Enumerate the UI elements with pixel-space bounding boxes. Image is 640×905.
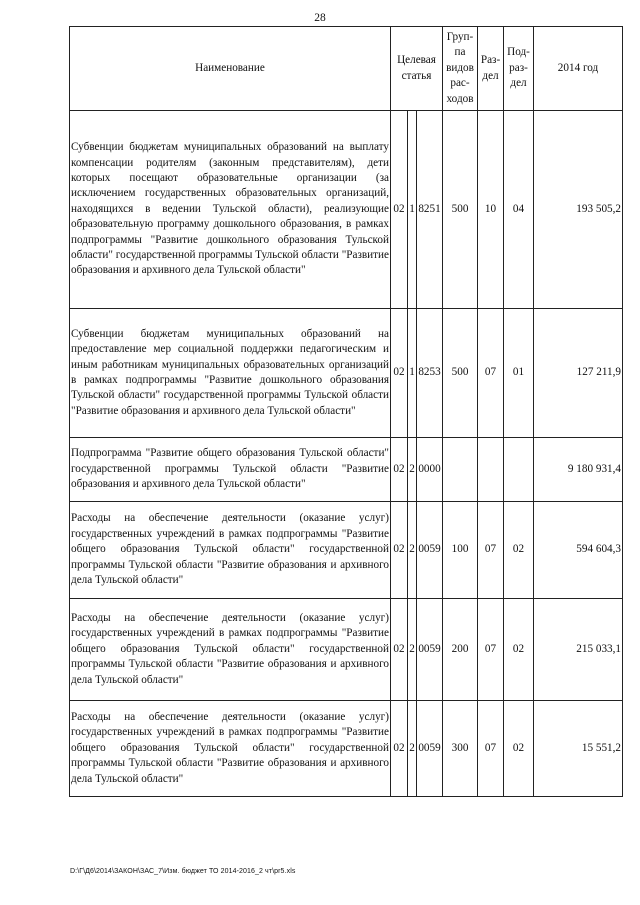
target-code-part1: 02 xyxy=(391,111,408,309)
target-code-part2: 2 xyxy=(408,502,417,599)
row-name: Субвенции бюджетам муниципальных образований на предоставление мер социальной поддержки педагогическим и иным работникам муниципальных образовательных организаций в рамках подпрограммы "Развитие дошкольного образования Тульской области" государственной программы Тульской области "Развитие образования и архивного дела Тульской области" xyxy=(70,309,391,438)
row-name: Расходы на обеспечение деятельности (оказание услуг) государственных учреждений в рамках подпрограммы "Развитие общего образования Тульской области" государственной программы Тульской области "Развитие образования и архивного дела Тульской области" xyxy=(70,599,391,701)
target-code-part2: 1 xyxy=(408,111,417,309)
row-name: Расходы на обеспечение деятельности (оказание услуг) государственных учреждений в рамках подпрограммы "Развитие общего образования Тульской области" государственной программы Тульской области "Развитие образования и архивного дела Тульской области" xyxy=(70,502,391,599)
expense-group: 100 xyxy=(443,502,478,599)
section-code: 07 xyxy=(478,701,504,797)
expense-group: 200 xyxy=(443,599,478,701)
target-code-part2: 2 xyxy=(408,438,417,502)
target-code-part1: 02 xyxy=(391,309,408,438)
subsection-code: 02 xyxy=(504,701,534,797)
target-code-part3: 0000 xyxy=(417,438,443,502)
section-code xyxy=(478,438,504,502)
target-code-part3: 8253 xyxy=(417,309,443,438)
target-code-part2: 2 xyxy=(408,599,417,701)
header-expense-group: Груп-па видов рас-ходов xyxy=(443,27,478,111)
table-row xyxy=(70,309,623,438)
amount-2014: 15 551,2 xyxy=(534,701,623,797)
target-code-part1: 02 xyxy=(391,438,408,502)
row-name: Субвенции бюджетам муниципальных образований на выплату компенсации родителям (законным представителям), дети которых посещают образовательные организации (за исключением государственных образовательных организаций, находящихся в ведении Тульской области), реализующие образовательную программу дошкольного образования, в рамках подпрограммы "Развитие дошкольного образования Тульской области" государственной программы Тульской области "Развитие образования и архивного дела Тульской области" xyxy=(70,111,391,309)
target-code-part1: 02 xyxy=(391,502,408,599)
target-code-part1: 02 xyxy=(391,599,408,701)
table-header-row xyxy=(70,27,623,111)
amount-2014: 215 033,1 xyxy=(534,599,623,701)
row-name: Подпрограмма "Развитие общего образования Тульской области" государственной программы Тульской области "Развитие образования и архивного дела Тульской области" xyxy=(70,438,391,502)
page-number: 28 xyxy=(314,12,326,24)
header-subsection: Под-раз-дел xyxy=(504,27,534,111)
file-path-footer: D:\Г\Д6\2014\ЗАКОН\ЗАС_7\Изм. бюджет ТО 2014-2016_2 чт\pr5.xls xyxy=(70,868,296,875)
table-row xyxy=(70,111,623,309)
subsection-code: 01 xyxy=(504,309,534,438)
header-year: 2014 год xyxy=(534,27,623,111)
budget-table xyxy=(69,26,623,797)
expense-group: 500 xyxy=(443,111,478,309)
table-row xyxy=(70,599,623,701)
table-row xyxy=(70,438,623,502)
target-code-part3: 0059 xyxy=(417,701,443,797)
row-name: Расходы на обеспечение деятельности (оказание услуг) государственных учреждений в рамках подпрограммы "Развитие общего образования Тульской области" государственной программы Тульской области "Развитие образования и архивного дела Тульской области" xyxy=(70,701,391,797)
table-row xyxy=(70,502,623,599)
table-row xyxy=(70,701,623,797)
section-code: 07 xyxy=(478,502,504,599)
section-code: 07 xyxy=(478,599,504,701)
amount-2014: 9 180 931,4 xyxy=(534,438,623,502)
amount-2014: 594 604,3 xyxy=(534,502,623,599)
target-code-part3: 0059 xyxy=(417,502,443,599)
subsection-code: 02 xyxy=(504,502,534,599)
expense-group xyxy=(443,438,478,502)
target-code-part2: 2 xyxy=(408,701,417,797)
header-target-article: Целевая статья xyxy=(391,27,443,111)
header-section: Раз-дел xyxy=(478,27,504,111)
expense-group: 500 xyxy=(443,309,478,438)
subsection-code xyxy=(504,438,534,502)
target-code-part3: 0059 xyxy=(417,599,443,701)
subsection-code: 02 xyxy=(504,599,534,701)
header-name: Наименование xyxy=(70,27,391,111)
subsection-code: 04 xyxy=(504,111,534,309)
expense-group: 300 xyxy=(443,701,478,797)
target-code-part2: 1 xyxy=(408,309,417,438)
amount-2014: 127 211,9 xyxy=(534,309,623,438)
section-code: 07 xyxy=(478,309,504,438)
section-code: 10 xyxy=(478,111,504,309)
target-code-part3: 8251 xyxy=(417,111,443,309)
amount-2014: 193 505,2 xyxy=(534,111,623,309)
target-code-part1: 02 xyxy=(391,701,408,797)
